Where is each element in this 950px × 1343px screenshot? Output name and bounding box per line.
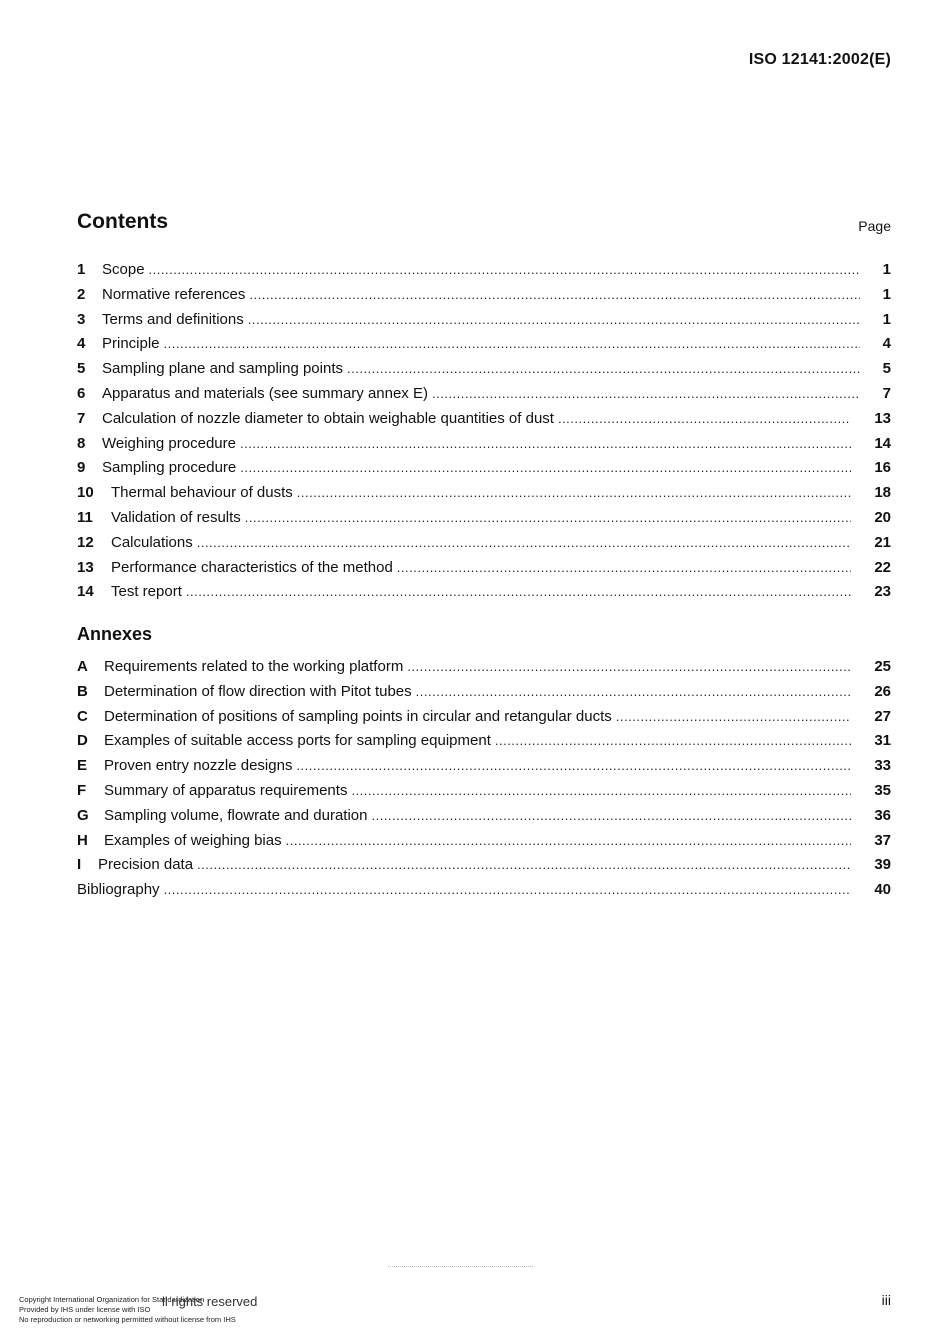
- annex-entry[interactable]: [77, 856, 891, 881]
- copyright-line: Copyright International Organization for Standardization: [19, 1295, 205, 1304]
- toc-entry-page: 7: [882, 384, 891, 402]
- dot-leader: [164, 882, 851, 897]
- toc-entry-page: 4: [882, 335, 891, 353]
- annex-entry-page: 37: [874, 831, 891, 849]
- copyright-line: Provided by IHS under license with ISO: [19, 1305, 151, 1314]
- toc-entry[interactable]: [77, 509, 891, 534]
- page-number: iii: [881, 1292, 891, 1308]
- contents-list: [77, 261, 891, 608]
- toc-entry-number: 5: [77, 360, 86, 378]
- dot-leader: [371, 808, 851, 823]
- toc-entry-number: 1: [77, 261, 86, 278]
- dot-leader: [286, 833, 851, 848]
- toc-entry-page: 22: [874, 558, 891, 576]
- annex-entry-title: Requirements related to the working platform: [104, 658, 404, 675]
- dot-leader: [186, 584, 851, 599]
- toc-entry-title: Sampling procedure: [102, 459, 237, 477]
- toc-entry-title: Validation of results: [111, 508, 241, 526]
- annex-entry[interactable]: [77, 782, 891, 807]
- annex-entry-letter: I: [77, 856, 82, 874]
- page-column-label: Page: [858, 218, 891, 234]
- annex-entry-letter: E: [77, 757, 88, 775]
- rights-reserved-text: ll rights reserved: [162, 1294, 258, 1309]
- toc-entry-number: 14: [77, 583, 94, 601]
- annex-entry-title: Examples of weighing bias: [104, 831, 282, 849]
- annex-entry-page: 27: [874, 707, 891, 725]
- dot-leader: [197, 857, 851, 872]
- toc-entry-title: Principle: [102, 335, 160, 353]
- annex-entry-page: 35: [874, 781, 891, 799]
- toc-entry-title: Apparatus and materials (see summary annex E): [102, 384, 428, 402]
- toc-entry-page: 23: [874, 583, 891, 601]
- annex-entry-title: Precision data: [98, 856, 194, 874]
- toc-entry[interactable]: [77, 385, 891, 410]
- annex-entry-page: 26: [874, 682, 891, 700]
- dot-leader: [296, 758, 851, 773]
- toc-entry-page: 13: [874, 409, 891, 427]
- annex-entry-title: Determination of positions of sampling points in circular and retangular ducts: [104, 707, 612, 725]
- toc-entry-page: 1: [882, 261, 891, 278]
- toc-entry-title: Thermal behaviour of dusts: [111, 484, 293, 502]
- dot-leader: [351, 783, 851, 798]
- toc-entry-title: Normative references: [102, 285, 246, 303]
- copyright-line: No reproduction or networking permitted without license from IHS: [19, 1315, 236, 1324]
- toc-entry-page: 16: [874, 459, 891, 477]
- toc-entry-page: 14: [874, 434, 891, 452]
- annex-entry[interactable]: [77, 732, 891, 757]
- toc-entry-page: 1: [882, 285, 891, 303]
- toc-entry-number: 13: [77, 558, 94, 576]
- annex-entry-page: 33: [874, 757, 891, 775]
- annex-entry-letter: D: [77, 732, 88, 750]
- toc-entry-number: 4: [77, 335, 86, 353]
- toc-entry-title: Weighing procedure: [102, 434, 236, 452]
- annex-entry-title: Examples of suitable access ports for sampling equipment: [104, 732, 491, 750]
- toc-entry[interactable]: [77, 261, 891, 286]
- toc-entry[interactable]: [77, 484, 891, 509]
- toc-entry-number: 11: [77, 508, 93, 526]
- dot-leader: [197, 535, 851, 550]
- annex-entry-title: Summary of apparatus requirements: [104, 781, 348, 799]
- dot-leader: [297, 485, 851, 500]
- toc-entry[interactable]: [77, 286, 891, 311]
- toc-entry-page: 18: [874, 484, 891, 502]
- annex-entry[interactable]: [77, 658, 891, 683]
- annex-entry-letter: B: [77, 682, 88, 700]
- annex-entry[interactable]: [77, 832, 891, 857]
- annex-entry-title: Determination of flow direction with Pitot tubes: [104, 682, 412, 700]
- contents-heading: Contents: [77, 210, 168, 233]
- dot-leader: [245, 510, 851, 525]
- annex-entry-page: 39: [874, 856, 891, 874]
- document-header-id: ISO 12141:2002(E): [748, 51, 891, 68]
- dot-leader: [347, 361, 860, 376]
- toc-entry-number: 2: [77, 285, 86, 303]
- annex-entry-letter: C: [77, 707, 88, 725]
- toc-entry[interactable]: [77, 583, 891, 608]
- toc-entry[interactable]: [77, 534, 891, 559]
- annex-entry-page: 25: [874, 658, 891, 675]
- toc-entry-title: Calculations: [111, 533, 193, 551]
- dot-leader: [558, 411, 851, 426]
- annex-entry-title: Sampling volume, flowrate and duration: [104, 806, 368, 824]
- toc-entry-number: 8: [77, 434, 86, 452]
- bibliography-page: 40: [874, 881, 891, 899]
- annex-entry-page: 31: [874, 732, 891, 750]
- toc-entry-page: 20: [874, 508, 891, 526]
- toc-entry-number: 6: [77, 384, 86, 402]
- annex-entry-letter: G: [77, 806, 89, 824]
- dot-leader: [164, 336, 860, 351]
- toc-entry-title: Scope: [102, 261, 145, 278]
- dot-leader: [432, 386, 860, 401]
- annexes-heading: Annexes: [77, 624, 153, 644]
- bibliography-entry[interactable]: [77, 881, 891, 906]
- toc-entry-number: 3: [77, 310, 86, 328]
- annex-entry[interactable]: [77, 757, 891, 782]
- toc-entry-page: 21: [874, 533, 891, 551]
- dot-leader: [495, 733, 851, 748]
- toc-entry[interactable]: [77, 335, 891, 360]
- toc-entry[interactable]: [77, 459, 891, 484]
- dot-leader: [407, 659, 851, 674]
- toc-entry-title: Test report: [111, 583, 182, 601]
- toc-entry-title: Performance characteristics of the method: [111, 558, 393, 576]
- annex-entry[interactable]: [77, 708, 891, 733]
- annexes-list: [77, 658, 891, 906]
- dot-leader: [240, 436, 851, 451]
- dot-leader: [249, 287, 860, 302]
- dot-leader: [616, 709, 851, 724]
- toc-entry-page: 5: [882, 360, 891, 378]
- annex-entry-letter: A: [77, 658, 88, 675]
- toc-entry[interactable]: [77, 559, 891, 584]
- bibliography-title: Bibliography: [77, 881, 160, 899]
- toc-entry-title: Calculation of nozzle diameter to obtain weighable quantities of dust: [102, 409, 554, 427]
- scan-artifact-line: [388, 1266, 533, 1267]
- dot-leader: [240, 460, 851, 475]
- toc-entry-title: Sampling plane and sampling points: [102, 360, 343, 378]
- toc-entry-number: 7: [77, 409, 86, 427]
- annex-entry-page: 36: [874, 806, 891, 824]
- dot-leader: [397, 560, 851, 575]
- annex-entry[interactable]: [77, 683, 891, 708]
- dot-leader: [149, 262, 860, 277]
- annex-entry-letter: F: [77, 781, 87, 799]
- toc-entry-number: 9: [77, 459, 86, 477]
- toc-entry[interactable]: [77, 435, 891, 460]
- annex-entry-title: Proven entry nozzle designs: [104, 757, 293, 775]
- toc-entry-number: 10: [77, 484, 94, 502]
- toc-entry-number: 12: [77, 533, 94, 551]
- toc-entry[interactable]: [77, 360, 891, 385]
- toc-entry[interactable]: [77, 311, 891, 336]
- annex-entry[interactable]: [77, 807, 891, 832]
- toc-entry[interactable]: [77, 410, 891, 435]
- toc-entry-title: Terms and definitions: [102, 310, 244, 328]
- annex-entry-letter: H: [77, 831, 88, 849]
- dot-leader: [248, 312, 860, 327]
- dot-leader: [416, 684, 851, 699]
- toc-entry-page: 1: [882, 310, 891, 328]
